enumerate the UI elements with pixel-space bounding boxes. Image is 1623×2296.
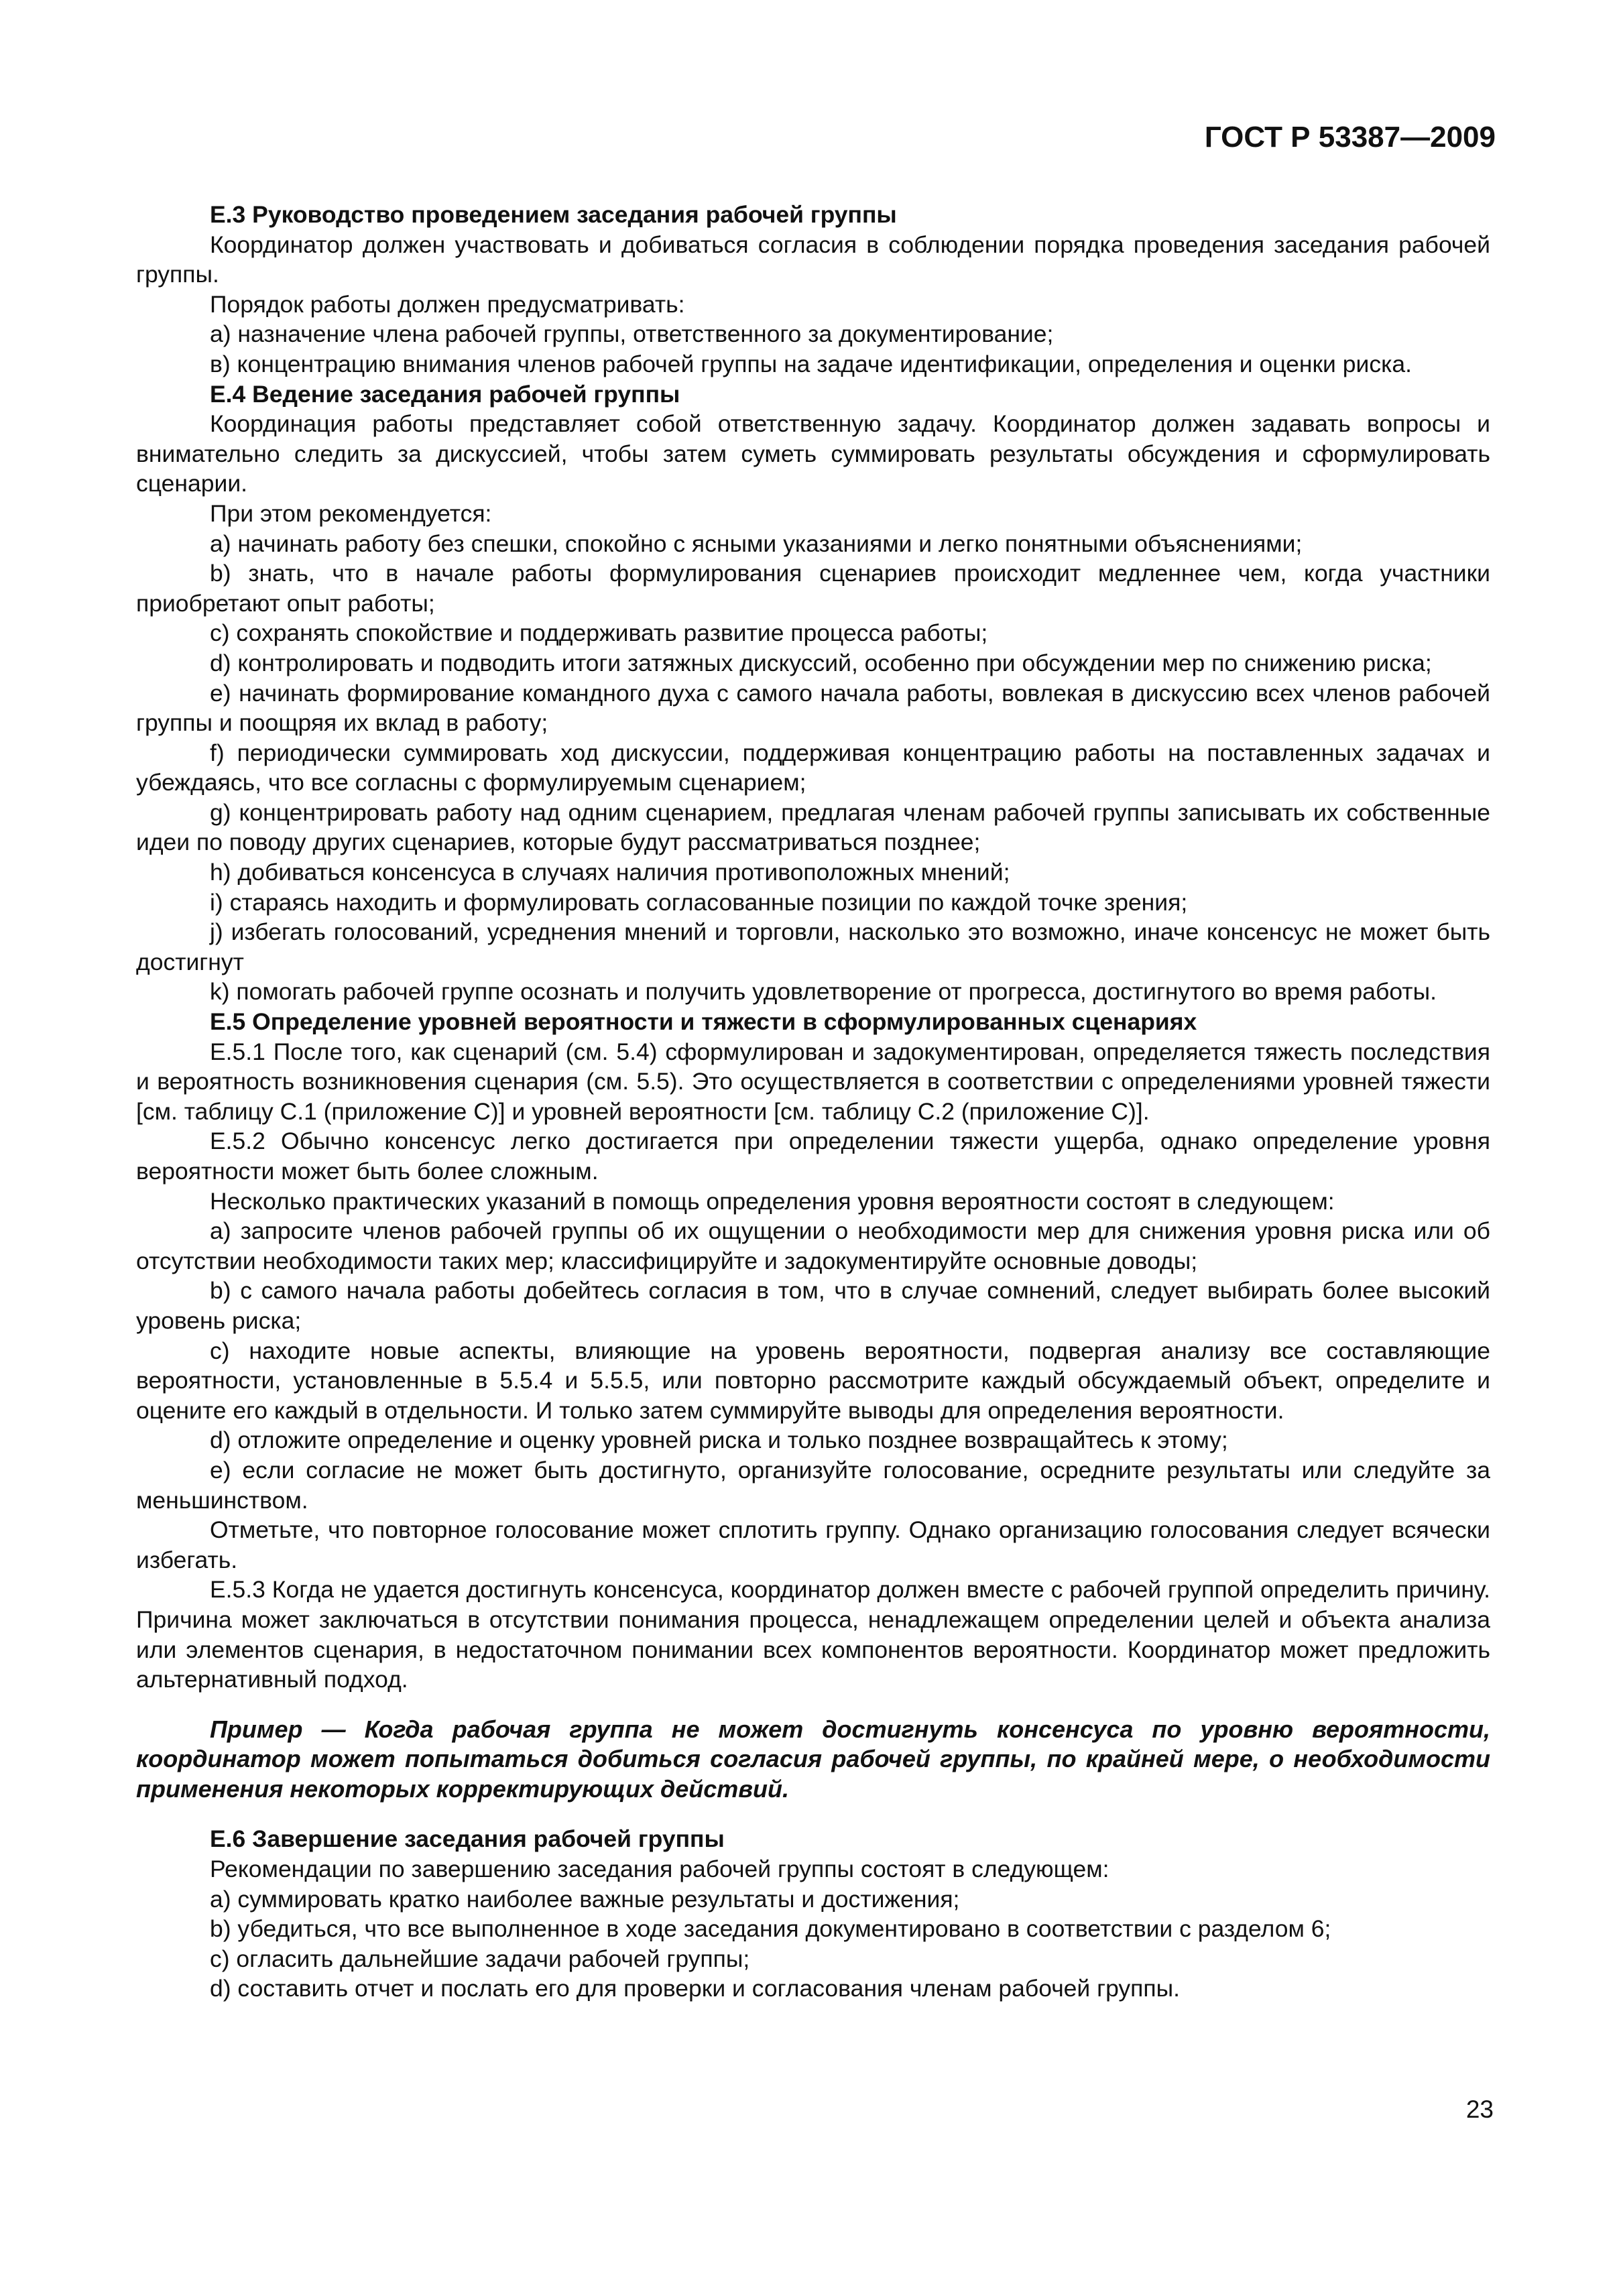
- list-item: а) суммировать кратко наиболее важные результаты и достижения;: [210, 1885, 960, 1913]
- list-item: b) с самого начала работы добейтесь согласия в том, что в случае сомнений, следует выбирать более высокий уровень риска;: [136, 1277, 1490, 1334]
- example-note: Пример — Когда рабочая группа не может достигнуть консенсуса по уровню вероятности, координатор может попытаться добиться согласия рабочей группы, по крайней мере, о необходимости применения некоторых корректирующих действий.: [136, 1715, 1490, 1803]
- paragraph: Порядок работы должен предусматривать:: [210, 290, 685, 318]
- document-body: [136, 200, 1490, 2004]
- paragraph: Е.5.3 Когда не удается достигнуть консенсуса, координатор должен вместе с рабочей группой определить причину. Причина может заключаться в отсутствии понимания процесса, ненадлежащем определении целей и объекта анализа или элементов сценария, в недостаточном понимании всех компонентов вероятности. Координатор может предложить альтернативный подход.: [136, 1576, 1490, 1693]
- list-item: j) избегать голосований, усреднения мнений и торговли, насколько это возможно, иначе консенсус не может быть достигнут: [136, 918, 1490, 975]
- section-heading-e6: Е.6 Завершение заседания рабочей группы: [210, 1825, 725, 1853]
- list-item: е) если согласие не может быть достигнуто, организуйте голосование, осредните результаты или следуйте за меньшинством.: [136, 1456, 1490, 1514]
- paragraph: Е.5.2 Обычно консенсус легко достигается при определении тяжести ущерба, однако определение уровня вероятности может быть более сложным.: [136, 1128, 1490, 1185]
- list-item: с) огласить дальнейшие задачи рабочей группы;: [210, 1945, 750, 1972]
- list-item: d) составить отчет и послать его для проверки и согласования членам рабочей группы.: [210, 1975, 1180, 2002]
- list-item: в) концентрацию внимания членов рабочей группы на задаче идентификации, определения и оценки риска.: [210, 350, 1412, 377]
- list-item: g) концентрировать работу над одним сценарием, предлагая членам рабочей группы записывать их собственные идеи по поводу других сценариев, которые будут рассматриваться позднее;: [136, 798, 1490, 856]
- list-item: а) начинать работу без спешки, спокойно с ясными указаниями и легко понятными объяснениями;: [210, 530, 1303, 557]
- list-item: d) отложите определение и оценку уровней риска и только позднее возвращайтесь к этому;: [210, 1427, 1228, 1454]
- list-item: с) сохранять спокойствие и поддерживать развитие процесса работы;: [210, 619, 988, 647]
- paragraph: Рекомендации по завершению заседания рабочей группы состоят в следующем:: [210, 1856, 1109, 1883]
- section-heading-e3: Е.3 Руководство проведением заседания рабочей группы: [210, 201, 897, 228]
- list-item: k) помогать рабочей группе осознать и получить удовлетворение от прогресса, достигнутого во время работы.: [210, 978, 1437, 1006]
- list-item: b) убедиться, что все выполненное в ходе заседания документировано в соответствии с разделом 6;: [210, 1915, 1331, 1943]
- list-item: f) периодически суммировать ход дискуссии, поддерживая концентрацию работы на поставленных задачах и убеждаясь, что все согласны с формулируемым сценарием;: [136, 739, 1490, 796]
- page-number: 23: [1465, 2096, 1494, 2123]
- list-item: b) знать, что в начале работы формулирования сценариев происходит медленнее чем, когда участники приобретают опыт работы;: [136, 560, 1490, 617]
- paragraph: Несколько практических указаний в помощь определения уровня вероятности состоят в следующем:: [210, 1187, 1335, 1215]
- list-item: d) контролировать и подводить итоги затяжных дискуссий, особенно при обсуждении мер по снижению риска;: [210, 649, 1432, 676]
- section-heading-e5: Е.5 Определение уровней вероятности и тяжести в сформулированных сценариях: [210, 1008, 1197, 1036]
- paragraph: Е.5.1 После того, как сценарий (см. 5.4) сформулирован и задокументирован, определяется тяжесть последствия и вероятность возникновения сценария (см. 5.5). Это осуществляется в соответствии с определениями уровней тяжести [см. таблицу С.1 (приложение С)] и уровней вероятности [см. таблицу С.2 (приложение С)].: [136, 1038, 1490, 1125]
- paragraph: Координатор должен участвовать и добиваться согласия в соблюдении порядка проведения заседания рабочей группы.: [136, 231, 1490, 288]
- section-heading-e4: Е.4 Ведение заседания рабочей группы: [210, 380, 680, 408]
- list-item: е) начинать формирование командного духа с самого начала работы, вовлекая в дискуссию всех членов рабочей группы и поощряя их вклад в работу;: [136, 679, 1490, 737]
- list-item: а) назначение члена рабочей группы, ответственного за документирование;: [210, 320, 1054, 348]
- paragraph: Координация работы представляет собой ответственную задачу. Координатор должен задавать вопросы и внимательно следить за дискуссией, чтобы затем суметь суммировать результаты обсуждения и сформулировать сценарии.: [136, 410, 1490, 497]
- list-item: i) стараясь находить и формулировать согласованные позиции по каждой точке зрения;: [210, 888, 1188, 916]
- list-item: а) запросите членов рабочей группы об их ощущении о необходимости мер для снижения уровня риска или об отсутствии необходимости таких мер; классифицируйте и задокументируйте основные доводы;: [136, 1217, 1490, 1274]
- list-item: h) добиваться консенсуса в случаях наличия противоположных мнений;: [210, 859, 1010, 886]
- document-code-header: ГОСТ Р 53387—2009: [1204, 121, 1496, 154]
- paragraph: Отметьте, что повторное голосование может сплотить группу. Однако организацию голосования следует всячески избегать.: [136, 1516, 1490, 1573]
- list-item: с) находите новые аспекты, влияющие на уровень вероятности, подвергая анализу все составляющие вероятности, установленные в 5.5.4 и 5.5.5, или повторно рассмотрите каждый обсуждаемый объект, определите и оцените его каждый в отдельности. И только затем суммируйте выводы для определения вероятности.: [136, 1337, 1490, 1424]
- paragraph: При этом рекомендуется:: [210, 499, 492, 527]
